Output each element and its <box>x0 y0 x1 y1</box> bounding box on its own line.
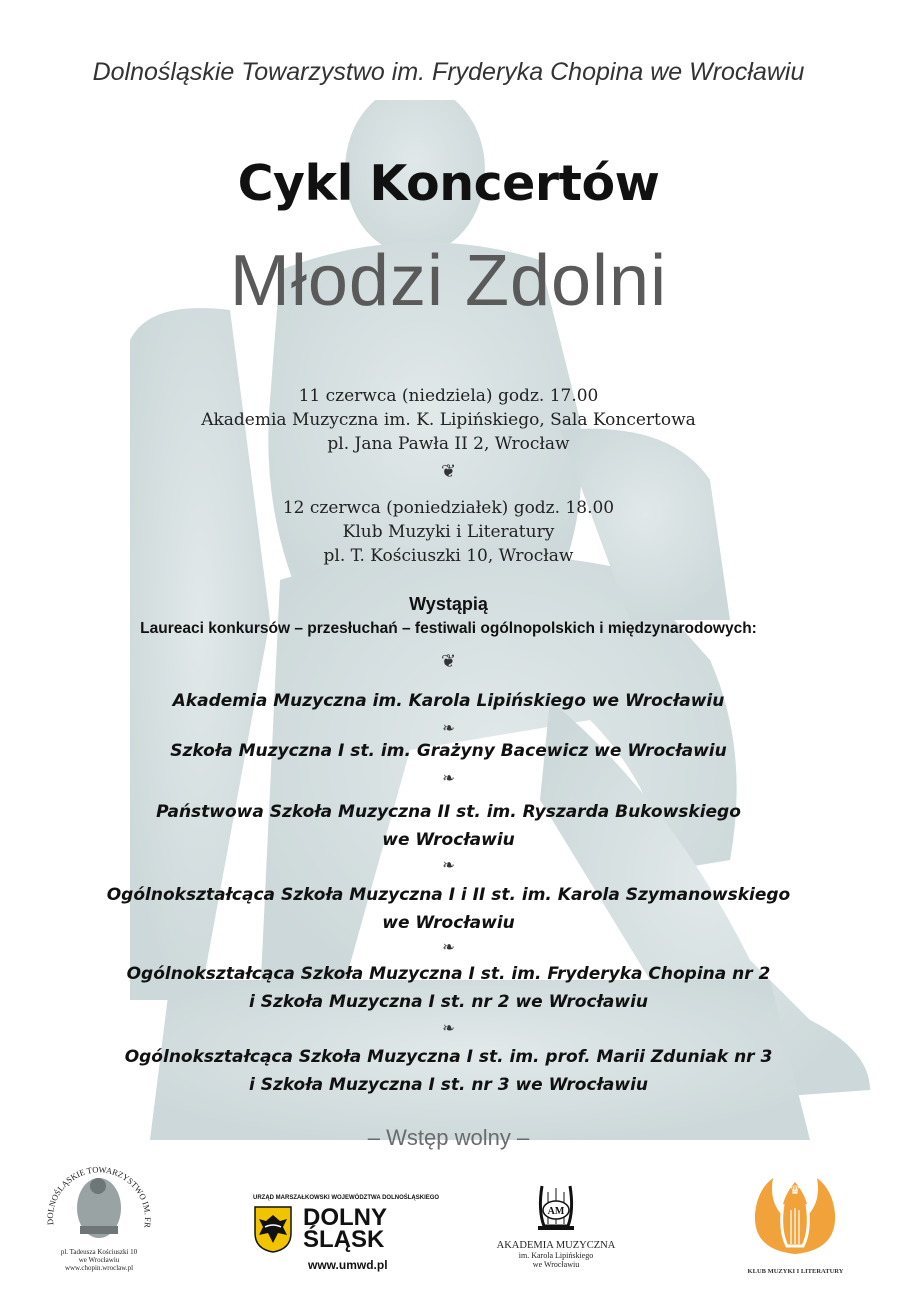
seal-ring-text: DOLNOŚLĄSKIE TOWARZYSTWO IM. FR <box>44 1164 154 1229</box>
school-item <box>0 798 897 854</box>
seal-city: we Wrocławiu <box>78 1256 120 1264</box>
performers-heading: Wystąpią <box>409 594 488 614</box>
event-1 <box>0 384 897 456</box>
flame-lyre-icon <box>733 1170 858 1258</box>
ornament-small-icon: ❧ <box>442 856 455 874</box>
svg-text:♛: ♛ <box>789 1183 801 1197</box>
school-item: Akademia Muzyczna im. Karola Lipińskiego we Wrocławiu <box>172 691 725 711</box>
school-line: we Wrocławiu <box>382 830 515 850</box>
ornament-small-icon: ❧ <box>442 1019 455 1037</box>
ornament-small-icon: ❧ <box>442 719 455 737</box>
slask-label: ŚLĄSK <box>303 1226 385 1253</box>
admission-free: – Wstęp wolny – <box>367 1125 530 1150</box>
title-young-talents: Młodzi Zdolni <box>229 241 668 321</box>
laureates-line: Laureaci konkursów – przesłuchań – festiwali ogólnopolskich i międzynarodowych: <box>140 620 757 637</box>
school-item <box>0 881 897 937</box>
kmil-label: KLUB MUZYKI I LITERATURY <box>747 1268 844 1275</box>
school-line: Ogólnokształcąca Szkoła Muzyczna I i II st. im. Karola Szymanowskiego <box>106 885 791 905</box>
am-patron: im. Karola Lipińskiego <box>518 1251 594 1260</box>
title-concert-series: Cykl Koncertów <box>237 155 660 212</box>
school-item: Szkoła Muzyczna I st. im. Grażyny Bacewicz we Wrocławiu <box>170 741 727 761</box>
organizer-header: Dolnośląskie Towarzystwo im. Fryderyka Chopina we Wrocławiu <box>92 58 805 86</box>
event-2 <box>0 496 897 568</box>
klub-muzyki-logo <box>733 1170 858 1278</box>
akademia-muzyczna-logo <box>486 1180 626 1275</box>
school-line: Ogólnokształcąca Szkoła Muzyczna I st. im. Fryderyka Chopina nr 2 <box>126 964 771 984</box>
event-2-address: pl. T. Kościuszki 10, Wrocław <box>323 546 574 566</box>
school-line: i Szkoła Muzyczna I st. nr 3 we Wrocławiu <box>248 1075 649 1095</box>
ornament-icon: ❦ <box>440 651 457 672</box>
seal-url: www.chopin.wroclaw.pl <box>64 1264 134 1272</box>
school-line: i Szkoła Muzyczna I st. nr 2 we Wrocławiu <box>248 992 649 1012</box>
event-2-venue: Klub Muzyki i Literatury <box>342 522 555 542</box>
umwd-url: www.umwd.pl <box>308 1258 388 1272</box>
event-2-date: 12 czerwca (poniedziałek) godz. 18.00 <box>282 498 615 518</box>
event-1-address: pl. Jana Pawła II 2, Wrocław <box>327 434 570 454</box>
dolny-slask-logo <box>253 1195 440 1275</box>
ornament-small-icon: ❧ <box>442 938 455 956</box>
school-item <box>0 960 897 1016</box>
seal-address: pl. Tadeusza Kościuszki 10 <box>60 1248 138 1256</box>
event-1-date: 11 czerwca (niedziela) godz. 17.00 <box>298 386 599 406</box>
am-name: AKADEMIA MUZYCZNA <box>496 1240 616 1251</box>
dolny-label: DOLNY <box>303 1204 387 1231</box>
am-monogram: AM <box>547 1206 565 1217</box>
dtfc-seal-logo <box>40 1148 158 1273</box>
school-line: Ogólnokształcąca Szkoła Muzyczna I st. im. prof. Marii Zduniak nr 3 <box>124 1047 773 1067</box>
event-1-venue: Akademia Muzyczna im. K. Lipińskiego, Sala Koncertowa <box>201 410 696 430</box>
school-line: Państwowa Szkoła Muzyczna II st. im. Ryszarda Bukowskiego <box>156 802 741 822</box>
school-item <box>0 1043 897 1099</box>
eagle-crest-icon <box>253 1205 293 1253</box>
chopin-seal-icon <box>40 1148 158 1244</box>
umwd-title: URZĄD MARSZAŁKOWSKI WOJEWÓDZTWA DOLNOŚLĄSKIEGO <box>253 1195 440 1201</box>
am-city: we Wrocławiu <box>532 1260 580 1269</box>
lyre-icon <box>486 1180 626 1232</box>
ornament-icon: ❦ <box>440 461 457 482</box>
school-line: we Wrocławiu <box>382 913 515 933</box>
ornament-small-icon: ❧ <box>442 769 455 787</box>
